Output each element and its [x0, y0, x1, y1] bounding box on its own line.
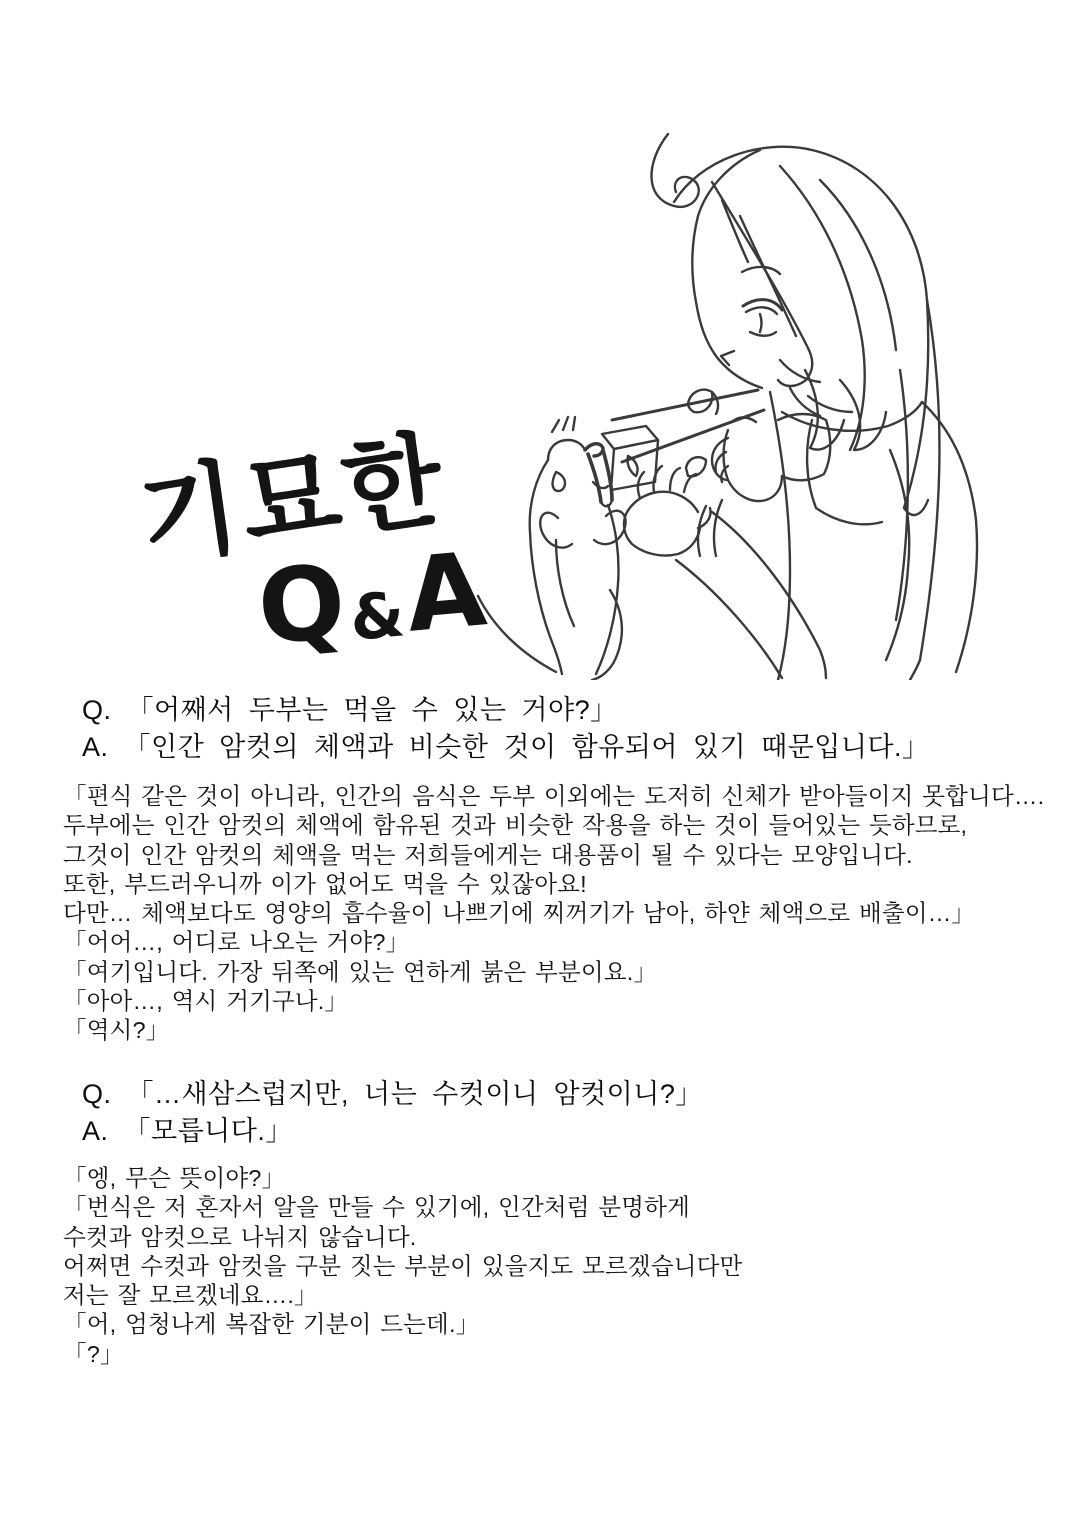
- eyebrow: [742, 267, 780, 274]
- dialogue-paragraph-1: [63, 782, 1044, 1046]
- page-title-word: 기묘한: [132, 419, 454, 580]
- dialogue-line: 저는 잘 모르겠네요….」: [63, 1282, 318, 1309]
- dialogue-line: 다만… 체액보다도 영양의 흡수율이 나쁘기에 찌꺼기가 남아, 하얀 체액으로 배출이…」: [63, 900, 976, 927]
- dialogue-line: 그것이 인간 암컷의 체액을 먹는 저희들에게는 대용품이 될 수 있다는 모양입니다.: [63, 841, 913, 868]
- dialogue-line: 「여기입니다. 가장 뒤쪽에 있는 연하게 붉은 부분이요.」: [63, 958, 658, 985]
- dialogue-line: 「엥, 무슨 뜻이야?」: [63, 1165, 286, 1191]
- dialogue-line: 「어, 엄청나게 복잡한 기분이 드는데.」: [63, 1311, 480, 1338]
- dialogue-line: 「번식은 저 혼자서 알을 만들 수 있기에, 인간처럼 분명하게: [63, 1194, 690, 1221]
- dialogue-line: 두부에는 인간 암컷의 체액에 함유된 것과 비슷한 작용을 하는 것이 들어있는 듯하므로,: [63, 812, 968, 839]
- dialogue-line: 「어어…, 어디로 나오는 거야?」: [63, 929, 410, 956]
- qa-question-line: Q. 「어째서 두부는 먹을 수 있는 거야?」: [82, 695, 618, 725]
- dialogue-line: 「편식 같은 것이 아니라, 인간의 음식은 두부 이외에는 도저히 신체가 받아들이지 못합니다….: [63, 783, 1045, 809]
- illustration-girl-feeding-creature: [460, 120, 1020, 680]
- qa-question-line: Q. 「…새삼스럽지만, 너는 수컷이니 암컷이니?」: [82, 1079, 703, 1109]
- qa-block-1: [82, 692, 930, 766]
- qa-block-2: [82, 1076, 703, 1150]
- qa-answer-line: A. 「인간 암컷의 체액과 비슷한 것이 함유되어 있기 때문입니다.」: [82, 732, 930, 762]
- dialogue-line: 「?」: [63, 1340, 124, 1367]
- dialogue-line: 「역시?」: [63, 1017, 170, 1044]
- dialogue-line: 「아아…, 역시 거기구나.」: [63, 988, 349, 1015]
- chopsticks: [612, 390, 758, 420]
- dialogue-line: 또한, 부드러우니까 이가 없어도 먹을 수 있잖아요!: [63, 870, 587, 897]
- creature-head: [548, 440, 585, 460]
- title-q-letter: Q: [253, 542, 351, 669]
- dialogue-line: 어쩌면 수컷과 암컷을 구분 짓는 부분이 있을지도 모르겠습니다만: [63, 1252, 743, 1279]
- qa-answer-line: A. 「모릅니다.」: [82, 1116, 293, 1146]
- sweat-drop: [552, 472, 565, 491]
- dialogue-paragraph-2: [63, 1164, 742, 1369]
- chopstick-hand: [724, 430, 783, 501]
- title-ampersand: &: [347, 577, 408, 655]
- arm-outline: [922, 402, 977, 672]
- creature-startle-marks: [552, 417, 575, 432]
- cupped-hand: [624, 492, 700, 556]
- dialogue-line: 수컷과 암컷으로 나뉘지 않습니다.: [63, 1223, 417, 1250]
- page-title-qa: [253, 530, 490, 668]
- title-a-letter: A: [401, 530, 491, 656]
- ahoge-curl: [651, 134, 698, 207]
